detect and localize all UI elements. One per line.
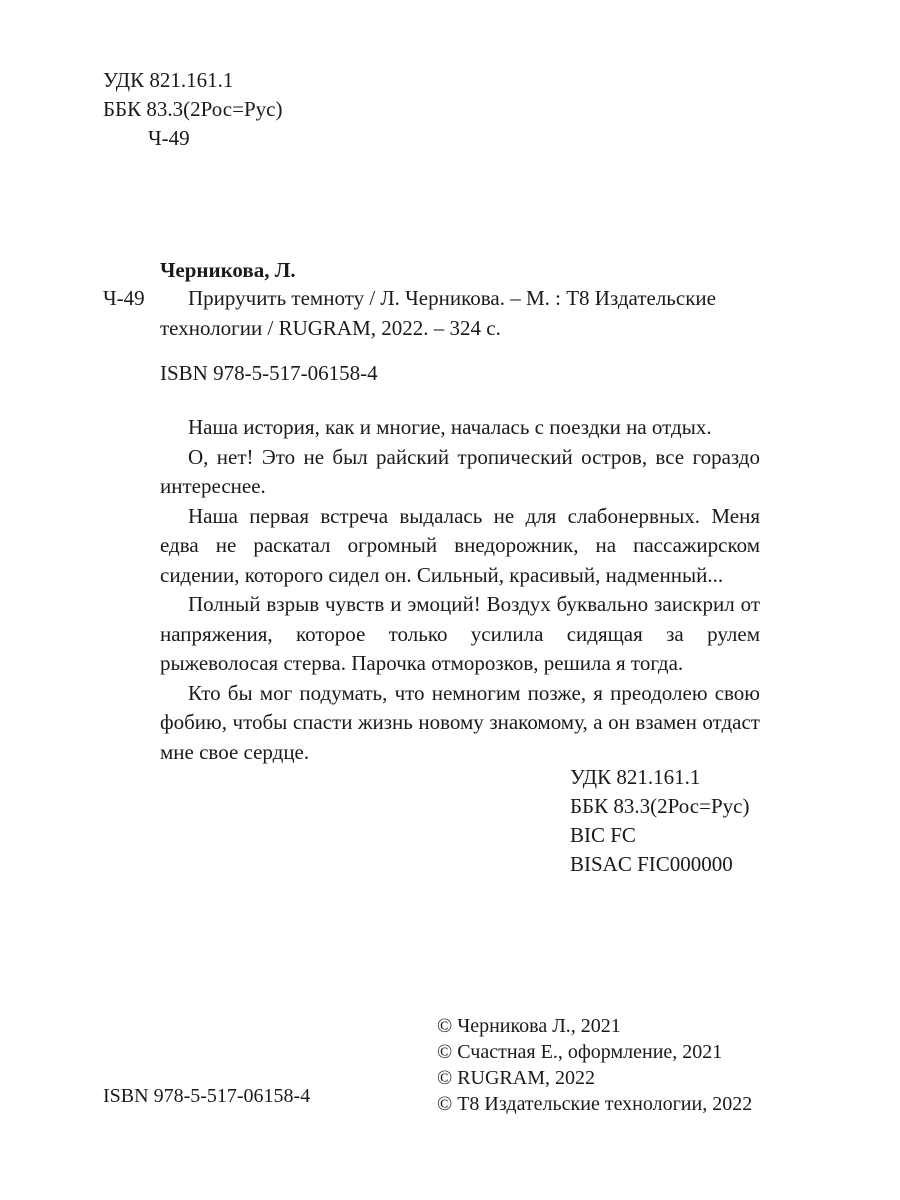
annotation-paragraph: Наша история, как и многие, началась с поездки на отдых. xyxy=(188,415,712,439)
copyright-line: © Черникова Л., 2021 xyxy=(437,1015,621,1037)
title-line-2: технологии / RUGRAM, 2022. – 324 с. xyxy=(160,316,501,340)
bbk-code: ББК 83.3(2Рос=Рус) xyxy=(103,97,283,121)
copyright-block xyxy=(437,1013,752,1117)
annotation-paragraph: О, нет! Это не был райский тропический остров, все гораздо интереснее. xyxy=(160,444,760,498)
annotation-paragraph: Кто бы мог подумать, что немногим позже, я преодолею свою фобию, чтобы спасти жизнь новому знакомому, а он взамен отдаст мне свое сердце. xyxy=(160,680,760,764)
udk-code-bottom: УДК 821.161.1 xyxy=(570,765,701,789)
annotation-paragraph: Полный взрыв чувств и эмоций! Воздух буквально заискрил от напряжения, которое только усилила сидящая за рулем рыжеволосая стерва. Парочка отморозков, решила я тогда. xyxy=(160,592,760,675)
isbn-bottom: ISBN 978-5-517-06158-4 xyxy=(103,1085,311,1107)
annotation-block xyxy=(160,413,760,767)
copyright-line: © Счастная Е., оформление, 2021 xyxy=(437,1041,723,1063)
side-author-mark: Ч-49 xyxy=(103,286,145,310)
bbk-code-bottom: ББК 83.3(2Рос=Рус) xyxy=(570,794,750,818)
copyright-line: © Т8 Издательские технологии, 2022 xyxy=(437,1093,753,1115)
bisac-code: BISAC FIC000000 xyxy=(570,852,733,876)
author-mark: Ч-49 xyxy=(148,126,190,150)
copyright-line: © RUGRAM, 2022 xyxy=(437,1067,595,1089)
annotation-paragraph: Наша первая встреча выдалась не для слабонервных. Меня едва не раскатал огромный внедорожник, на пассажирском сидении, которого сидел он. Сильный, красивый, надменный... xyxy=(160,503,760,587)
isbn-text: ISBN 978-5-517-06158-4 xyxy=(160,361,378,385)
bibliographic-description xyxy=(160,283,760,343)
bottom-classification-block xyxy=(570,763,749,879)
top-classification-block xyxy=(103,66,282,153)
title-line-1: Приручить темноту / Л. Черникова. – М. : Т8 Издательские xyxy=(188,286,716,310)
bic-code: BIC FC xyxy=(570,823,636,847)
author-name: Черникова, Л. xyxy=(160,258,296,282)
udk-code: УДК 821.161.1 xyxy=(103,68,234,92)
